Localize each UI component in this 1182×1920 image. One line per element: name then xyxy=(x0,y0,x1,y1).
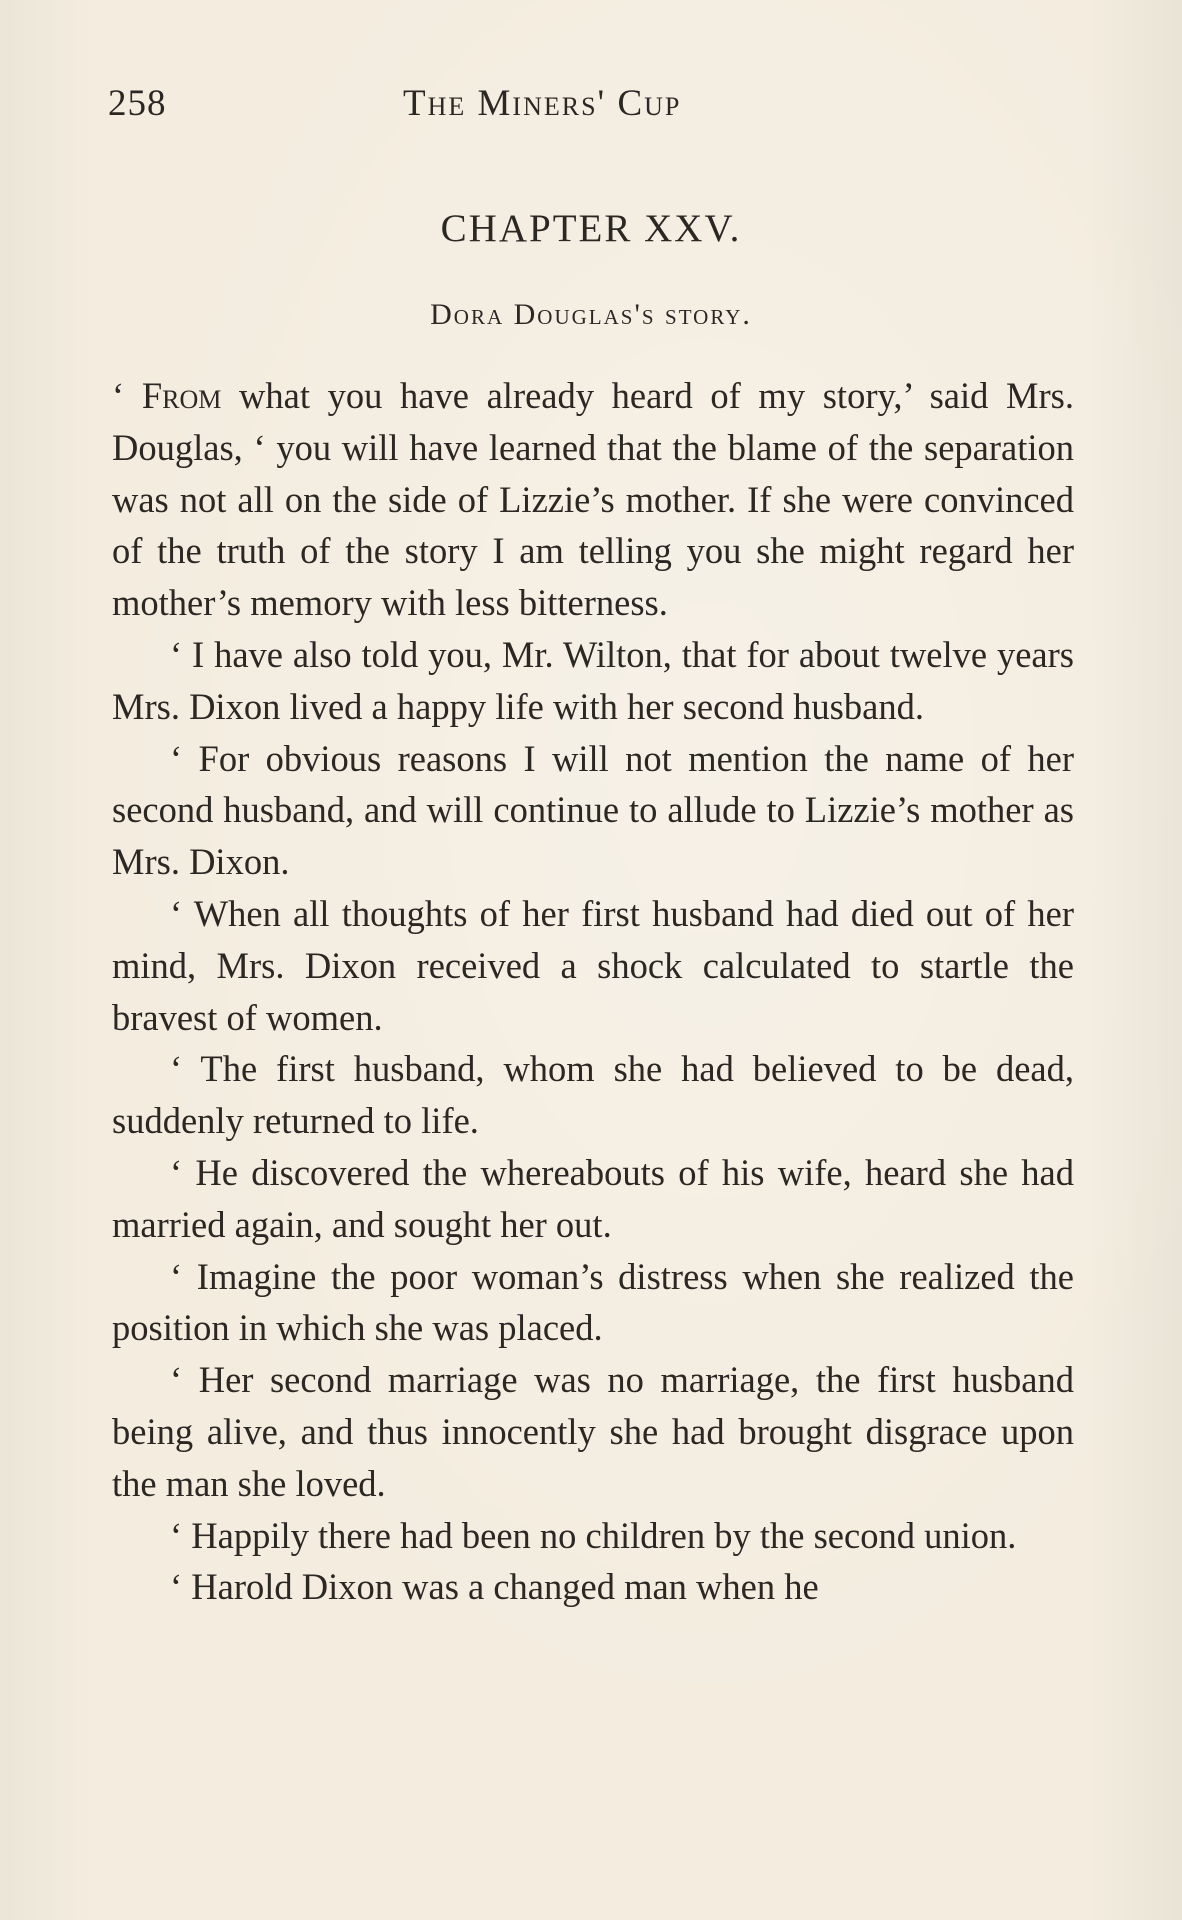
paragraph-7: ‘ Imagine the poor woman’s distress when she realized the position in which she was placed. xyxy=(112,1255,1074,1349)
body-text xyxy=(112,370,1074,1613)
paragraph-1 xyxy=(112,370,1074,629)
paragraph-6: ‘ He discovered the whereabouts of his wife, heard she had married again, and sought her out. xyxy=(112,1151,1074,1245)
paragraph-2: ‘ I have also told you, Mr. Wilton, that for about twelve years Mrs. Dixon lived a happy life with her second husband. xyxy=(112,633,1074,727)
paragraph-opening-word: ‘ From xyxy=(112,375,222,416)
paragraph-text: what you have already heard of my story,’ said Mrs. Douglas, ‘ you will have learned that the blame of the separation was not all on the side of Lizzie’s mother. If she were convinced of the truth of the story I am telling you she might regard her mother’s memory with less bitterness. xyxy=(112,375,1074,624)
chapter-heading: CHAPTER XXV. xyxy=(440,207,742,250)
paragraph-5: ‘ The first husband, whom she had believed to be dead, suddenly returned to life. xyxy=(112,1048,1074,1142)
paragraph-4: ‘ When all thoughts of her first husband had died out of her mind, Mrs. Dixon received a shock calculated to startle the bravest of women. xyxy=(112,892,1074,1038)
paragraph-10: ‘ Harold Dixon was a changed man when he xyxy=(170,1566,819,1608)
running-header xyxy=(108,82,1074,132)
running-title: The Miners' Cup xyxy=(403,83,682,124)
paragraph-8: ‘ Her second marriage was no marriage, the first husband being alive, and thus innocently she had brought disgrace upon the man she loved. xyxy=(112,1359,1074,1504)
page-number: 258 xyxy=(108,83,167,124)
paragraph-3: ‘ For obvious reasons I will not mention the name of her second husband, and will continue to allude to Lizzie’s mother as Mrs. Dixon. xyxy=(112,737,1074,883)
chapter-subtitle: Dora Douglas's story. xyxy=(430,298,752,331)
paragraph-9: ‘ Happily there had been no children by the second union. xyxy=(170,1514,1017,1556)
